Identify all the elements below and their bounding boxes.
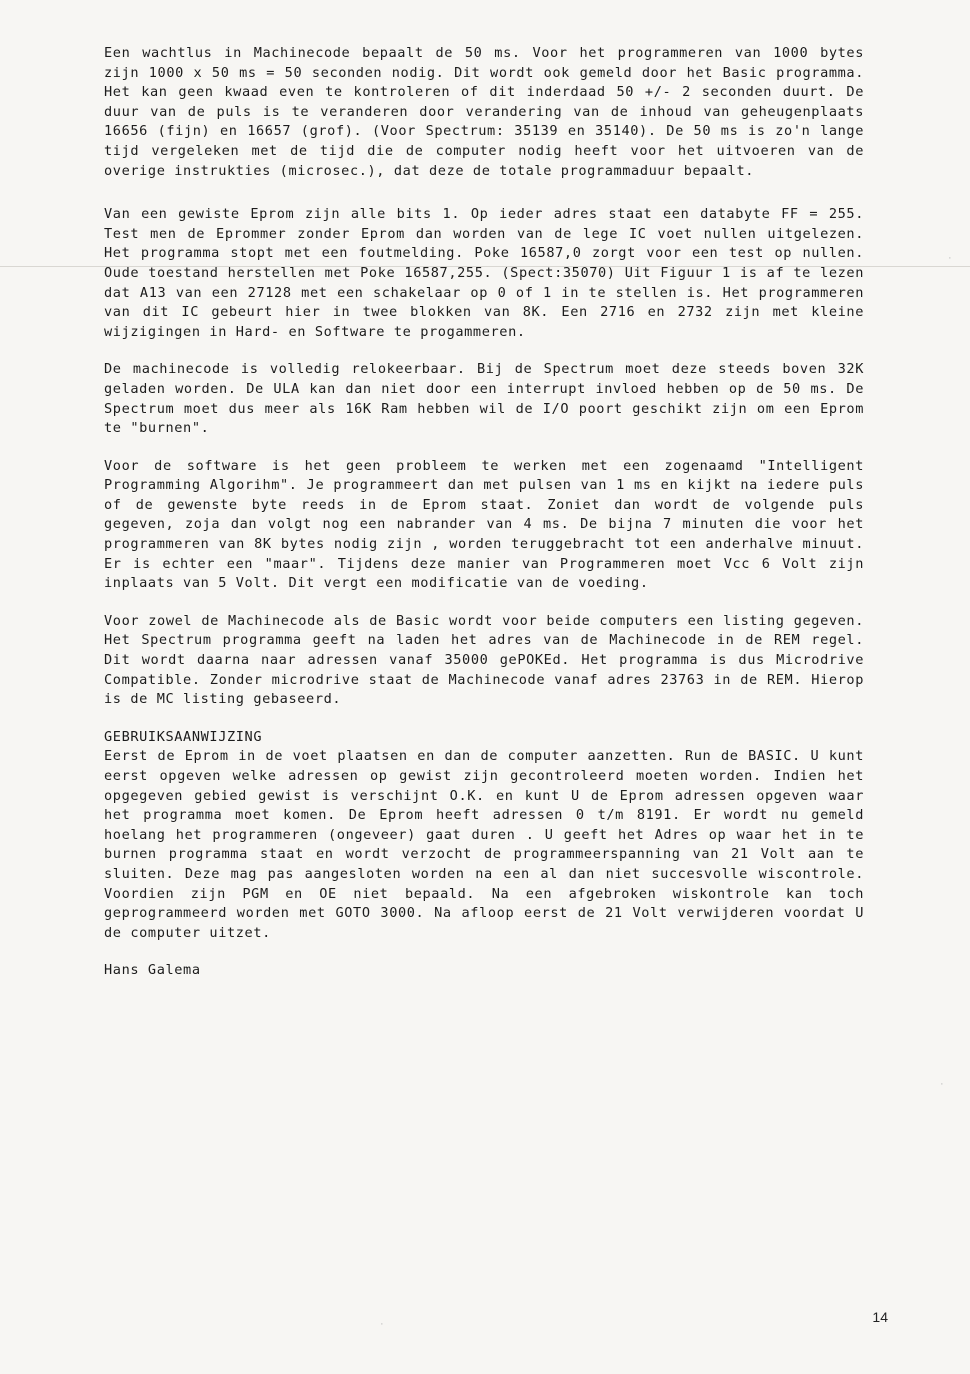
paragraph-wait-loop: Een wachtlus in Machinecode bepaalt de 50 ms. Voor het programmeren van 1000 bytes zijn 1000 x 50 ms = 50 seconden nodig. Dit wordt ook gemeld door het Basic programma. Het kan geen kwaad even te kontroleren of dit inderdaad 50 +/- 2 seconden duurt. De duur van de puls is te veranderen door verandering van de inhoud van geheugenplaats 16656 (fijn) en 16657 (grof). (Voor Spectrum: 35139 en 35140). De 50 ms is zo'n lange tijd vergeleken met de tijd die de computer nodig heeft voor het uitvoeren van de overige instrukties (microsec.), dat deze de totale programmaduur bepaalt. (104, 45, 864, 179)
page-number: 14 (872, 1309, 888, 1325)
margin-mark: · (948, 252, 952, 264)
margin-mark: · (940, 1078, 944, 1090)
author-signature: Hans Galema (104, 962, 201, 979)
document-body (104, 44, 864, 981)
paragraph-erased-eprom: Van een gewiste Eprom zijn alle bits 1. Op ieder adres staat een databyte FF = 255. Test men de Eprommer zonder Eprom dan worden van de lege IC voet nullen uitgelezen. Het programma stopt met een foutmelding. Poke 16587,0 zorgt voor een test op nullen. Oude toestand herstellen met Poke 16587,255. (Spect:35070) Uit Figuur 1 is af te lezen dat A13 van een 27128 met een schakelaar op 0 of 1 in te stellen is. Het programmeren van dit IC gebeurt hier in twee blokken van 8K. Een 2716 en 2732 zijn met kleine wijzigingen in Hard- en Software te progammeren. (104, 206, 864, 340)
paragraph-intelligent-algorithm: Voor de software is het geen probleem te werken met een zogenaamd "Intelligent Programming Algorihm". Je programmeert dan met pulsen van 1 ms en kijkt na iedere puls of de gewenste byte reeds in de Eprom staat. Zoniet dan wordt de volgende puls gegeven, zoja dan volgt nog een nabrander van 4 ms. De bijna 7 minuten die voor het programmeren van 8K bytes nodig zijn , worden teruggebracht tot een anderhalve minuut. Er is echter een "maar". Tijdens deze manier van Programmeren moet Vcc 6 Volt zijn inplaats van 5 Volt. Dit vergt een modificatie van de voeding. (104, 457, 864, 592)
paragraph-relocatable-code: De machinecode is volledig relokeerbaar. Bij de Spectrum moet deze steeds boven 32K geladen worden. De ULA kan dan niet door een interrupt invloed hebben op de 50 ms. De Spectrum moet dus meer als 16K Ram hebben wil de I/O poort geschikt zijn om een Eprom te "burnen". (104, 361, 864, 437)
paragraph-instructions: Eerst de Eprom in de voet plaatsen en dan de computer aanzetten. Run de BASIC. U kunt eerst opgeven welke adressen op gewist zijn gecontroleerd moeten worden. Indien het opgegeven gebied gewist is verschijnt O.K. en kunt U de Eprom adressen opgeven waar het programma moet komen. De Eprom heeft adressen 0 t/m 8191. Er wordt nu gemeld hoelang het programmeren (ongeveer) gaat duren . U geeft het Adres op waar het in te burnen programma staat en wordt verzocht de programmeerspanning van 21 Volt aan te sluiten. Deze mag pas aangesloten worden na een al dan niet succesvolle wiscontrole. Voordien zijn PGM en OE niet bepaald. Na een afgebroken wiskontrole kan toch geprogrammeerd worden met GOTO 3000. Na afloop eerst de 21 Volt verwijderen voordat U de computer uitzet. (104, 748, 864, 941)
section-heading: GEBRUIKSAANWIJZING (104, 728, 263, 745)
paragraph-listings: Voor zowel de Machinecode als de Basic wordt voor beide computers een listing gegeven. Het Spectrum programma geeft na laden het adres van de Machinecode in de REM regel. Dit wordt daarna naar adressen vanaf 35000 gePOKEd. Het programma is dus Microdrive Compatible. Zonder microdrive staat de Machinecode vanaf adres 23763 in de REM. Hierop is de MC listing gebaseerd. (104, 612, 864, 708)
scan-speck: · (380, 1318, 384, 1330)
